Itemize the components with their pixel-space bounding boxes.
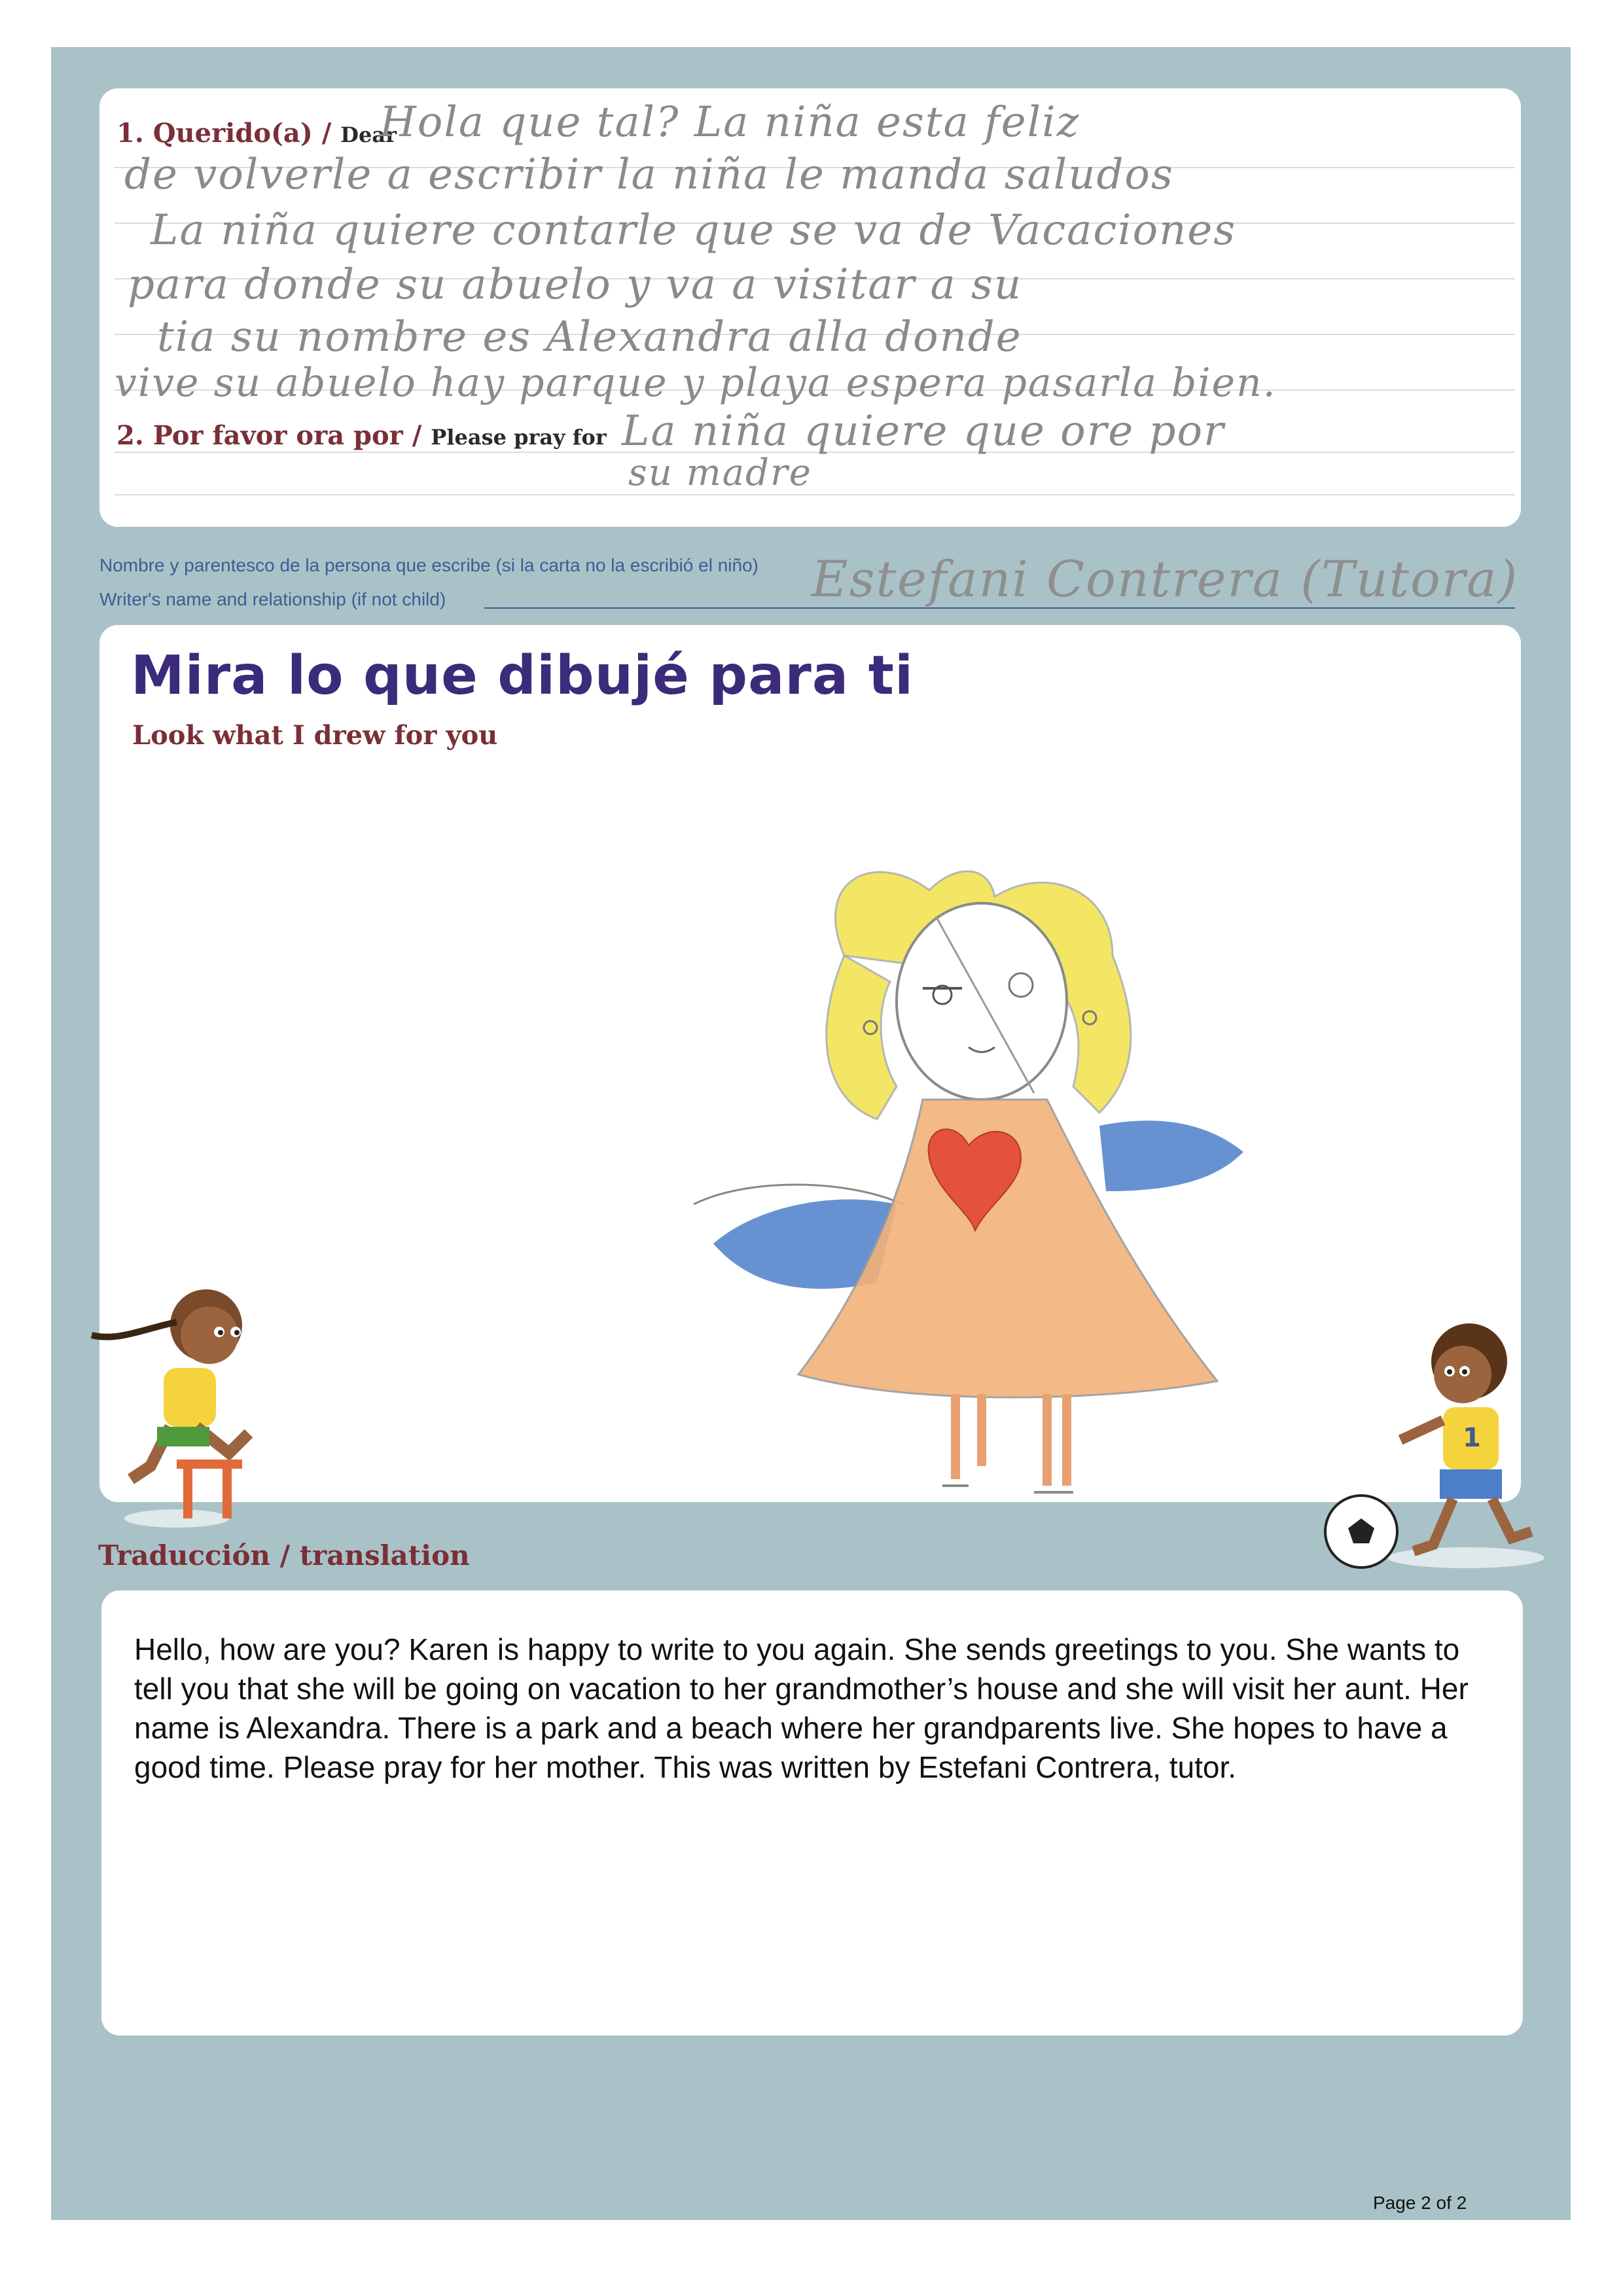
pray-handwritten-line: su madre [628,452,812,494]
pray-label-separator: / [412,420,422,451]
drawing-title-es: Mira lo que dibujé para ti [131,645,914,707]
dear-label-es: Querido(a) [152,118,313,149]
running-girl-illustration [79,1270,275,1532]
dear-label-number: 1. [116,118,144,149]
handwritten-line: La niña quiere contarle que se va de Vacaciones [151,206,1237,255]
page-number: Page 2 of 2 [1373,2193,1467,2213]
ruled-line [115,494,1515,495]
handwritten-line: Hola que tal? La niña esta feliz [380,98,1080,147]
dear-label [116,118,397,149]
handwritten-line: vive su abuelo hay parque y playa espera pasarla bien. [115,360,1277,406]
pray-label-en: Please pray for [431,425,607,450]
translation-text: Hello, how are you? Karen is happy to write to you again. She sends greetings to you. She wants to tell you that she will be going on vacation to her grandmother’s house and she will visit her aunt. Her name is Alexandra. There is a park and a beach where her grandparents live. She hopes to have a good time. Please pray for her mother. This was written by Estefani Contrera, tutor. [134,1632,1469,1784]
child-drawing-illustration [681,838,1283,1505]
handwritten-line: de volverle a escribir la niña le manda saludos [124,151,1174,199]
pray-label [116,420,607,451]
pray-label-es: Por favor ora por [152,420,403,451]
writer-handwritten-name: Estefani Contrera (Tutora) [812,550,1519,608]
translation-label: Traducción / translation [98,1539,470,1571]
pray-label-number: 2. [116,420,144,451]
dear-label-separator: / [321,118,332,149]
soccer-boy-illustration [1315,1309,1577,1584]
svg-text:1: 1 [1463,1423,1481,1453]
dear-label-en: Dear [340,122,397,147]
handwritten-line: tia su nombre es Alexandra alla donde [157,313,1022,361]
pray-handwritten-line: La niña quiere que ore por [622,407,1225,456]
handwritten-line: para donde su abuelo y va a visitar a su [128,260,1023,309]
drawing-title-en: Look what I drew for you [132,720,498,751]
writer-label-en: Writer's name and relationship (if not child) [99,589,446,609]
writer-label-es: Nombre y parentesco de la persona que escribe (si la carta no la escribió el niño) [99,555,758,575]
